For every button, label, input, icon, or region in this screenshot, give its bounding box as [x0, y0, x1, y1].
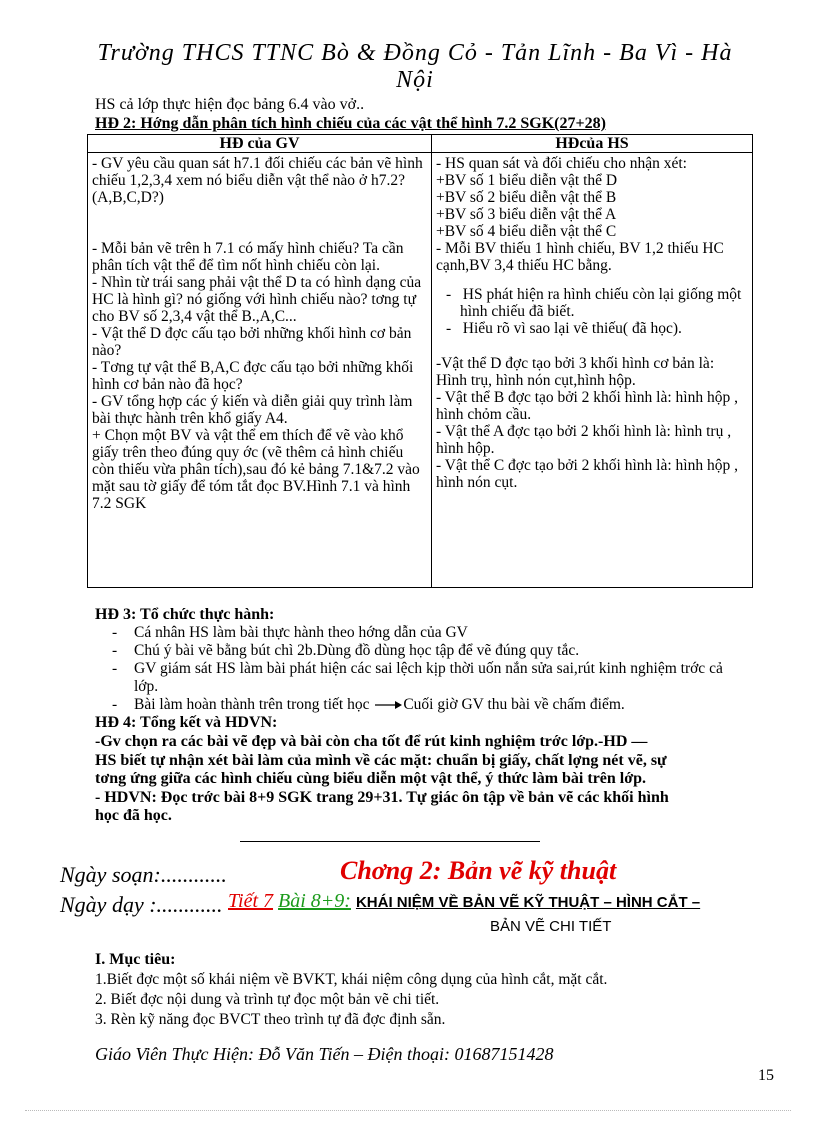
hs-item: +BV số 1 biểu diễn vật thể D — [436, 172, 618, 189]
objectives-title: I. Mục tiêu: — [95, 951, 176, 968]
hs-item: +BV số 3 biểu diễn vật thể A — [436, 206, 617, 223]
ngay-soan: Ngày soạn:............ — [60, 862, 227, 887]
lesson-line — [228, 890, 700, 913]
lesson-title: KHÁI NIỆM VỀ BẢN VẼ KỸ THUẬT – HÌNH CẮT – — [355, 894, 701, 911]
intro-line: HS cả lớp thực hiện đọc bảng 6.4 vào vở.. — [95, 96, 365, 113]
objective-item: 1.Biết đợc một số khái niệm về BVKT, khái niệm công dụng của hình cắt, mặt cắt. — [95, 971, 608, 988]
page-number: 15 — [758, 1067, 774, 1084]
activity-table — [87, 134, 753, 588]
col-gv-header: HĐ của GV — [88, 135, 432, 153]
lesson-number: Tiết 7 — [228, 890, 274, 912]
hd2-title: HĐ 2: Hớng dẫn phân tích hình chiếu của các vật thể hình 7.2 SGK(27+28) — [95, 115, 606, 132]
chapter-title: Chơng 2: Bản vẽ kỹ thuật — [340, 856, 617, 885]
gv-item: - GV tổng hợp các ý kiến và diễn giải quy trình làm bài thực hành trên khổ giấy A4. — [92, 393, 413, 427]
hs-item: - Vật thể B đợc tạo bởi 2 khối hình là: hình hộp , hình chỏm cầu. — [436, 389, 738, 423]
hd4-title: HĐ 4: Tổng kết và HDVN: — [95, 714, 278, 731]
objective-item: 2. Biết đợc nội dung và trình tự đọc một bản vẽ chi tiết. — [95, 991, 440, 1008]
hs-item: -Vật thể D đợc tạo bởi 3 khối hình cơ bản là: Hình trụ, hình nón cụt,hình hộp. — [436, 355, 715, 389]
objective-item: 3. Rèn kỹ năng đọc BVCT theo trình tự đã đợc định sẵn. — [95, 1011, 446, 1028]
ngay-day: Ngày dạy :............ — [60, 892, 223, 917]
hd3-list — [112, 624, 732, 714]
hd3-title: HĐ 3: Tổ chức thực hành: — [95, 606, 275, 623]
gv-item: - Nhìn từ trái sang phải vật thể D ta có hình dạng của HC là hình gì? nó giống với hình chiếu nào? tơng tự cho BV số 2,3,4 vật thể B.,A,C... — [92, 274, 422, 325]
hs-item: - Vật thể C đợc tạo bởi 2 khối hình là: hình hộp , hình nón cụt. — [436, 457, 738, 491]
col-hs-header: HĐcủa HS — [432, 135, 753, 153]
hs-item: - HS quan sát và đối chiếu cho nhận xét: — [436, 155, 687, 172]
page-bottom-line — [25, 1110, 791, 1111]
objectives-list — [95, 970, 607, 1030]
divider — [240, 841, 540, 842]
hd3-item: - Bài làm hoàn thành trên trong tiết học Cuối giờ GV thu bài về chấm điểm. — [112, 696, 625, 713]
hd3-item: - GV giám sát HS làm bài phát hiện các sai lệch kịp thời uốn nắn sửa sai,rút kinh nghiệm trớc cả lớp. — [112, 660, 723, 695]
gv-item: - Vật thể D đợc cấu tạo bởi những khối hình cơ bản nào? — [92, 325, 412, 359]
arrow-right-icon — [373, 700, 403, 710]
gv-item: - Tơng tự vật thể B,A,C đợc cấu tạo bởi những khối hình cơ bản nào đã học? — [92, 359, 414, 393]
hd3-item: - Chú ý bài vẽ bằng bút chì 2b.Dùng đồ dùng học tập để vẽ đúng quy tắc. — [112, 642, 580, 659]
hs-item: +BV số 4 biểu diễn vật thể C — [436, 223, 617, 240]
hd4-text: -Gv chọn ra các bài vẽ đẹp và bài còn cha tốt để rút kinh nghiệm trớc lớp.-HD — HS biết tự nhận xét bài làm của mình về các mặt: chuẩn bị giấy, chất lợng nét vẽ, sự tơng ứng giữa các hình chiếu cùng biểu diễn một vật thể, ý thức làm bài trên lớp. - HDVN: Đọc trớc bài 8+9 SGK trang 29+31. Tự giác ôn tập về bản vẽ các khối hình học đã học. — [95, 733, 669, 824]
lesson-title-2: BẢN VẼ CHI TIẾT — [490, 918, 612, 935]
gv-cell — [88, 153, 432, 588]
lesson-bai: Bài 8+9: — [278, 890, 351, 912]
page-header: Trường THCS TTNC Bò & Đồng Cỏ - Tản Lĩnh - Ba Vì - Hà Nội — [97, 40, 733, 93]
gv-item: - Mỗi bản vẽ trên h 7.1 có mấy hình chiếu? Ta cần phân tích vật thể để tìm nốt hình chiếu còn lại. — [92, 240, 404, 274]
hs-item: - Mỗi BV thiếu 1 hình chiếu, BV 1,2 thiếu HC cạnh,BV 3,4 thiếu HC bằng. — [436, 240, 724, 274]
hs-item: +BV số 2 biểu diễn vật thể B — [436, 189, 617, 206]
hs-item: - HS phát hiện ra hình chiếu còn lại giống một hình chiếu đã biết. — [446, 286, 742, 320]
hs-item: - Vật thể A đợc tạo bởi 2 khối hình là: hình trụ , hình hộp. — [436, 423, 732, 457]
gv-item: + Chọn một BV và vật thể em thích để vẽ vào khổ giấy trên theo đúng quy ớc (vẽ thêm cả hình chiếu còn thiếu vừa phân tích),sau đó kẻ bảng 7.1&7.2 vào mặt sau tờ giấy để tóm tắt đọc BV.Hình 7.1 và hình 7.2 SGK — [92, 427, 420, 512]
hs-item: - Hiểu rõ vì sao lại vẽ thiếu( đã học). — [446, 320, 682, 337]
hs-cell — [432, 153, 753, 588]
gv-item: - GV yêu cầu quan sát h7.1 đối chiếu các bản vẽ hình chiếu 1,2,3,4 xem nó biểu diễn vật thể nào ở h7.2?(A,B,C,D?) — [92, 155, 423, 206]
page-footer: Giáo Viên Thực Hiện: Đỗ Văn Tiến – Điện thoại: 01687151428 — [95, 1044, 554, 1064]
hd3-item: - Cá nhân HS làm bài thực hành theo hớng dẫn của GV — [112, 624, 468, 641]
